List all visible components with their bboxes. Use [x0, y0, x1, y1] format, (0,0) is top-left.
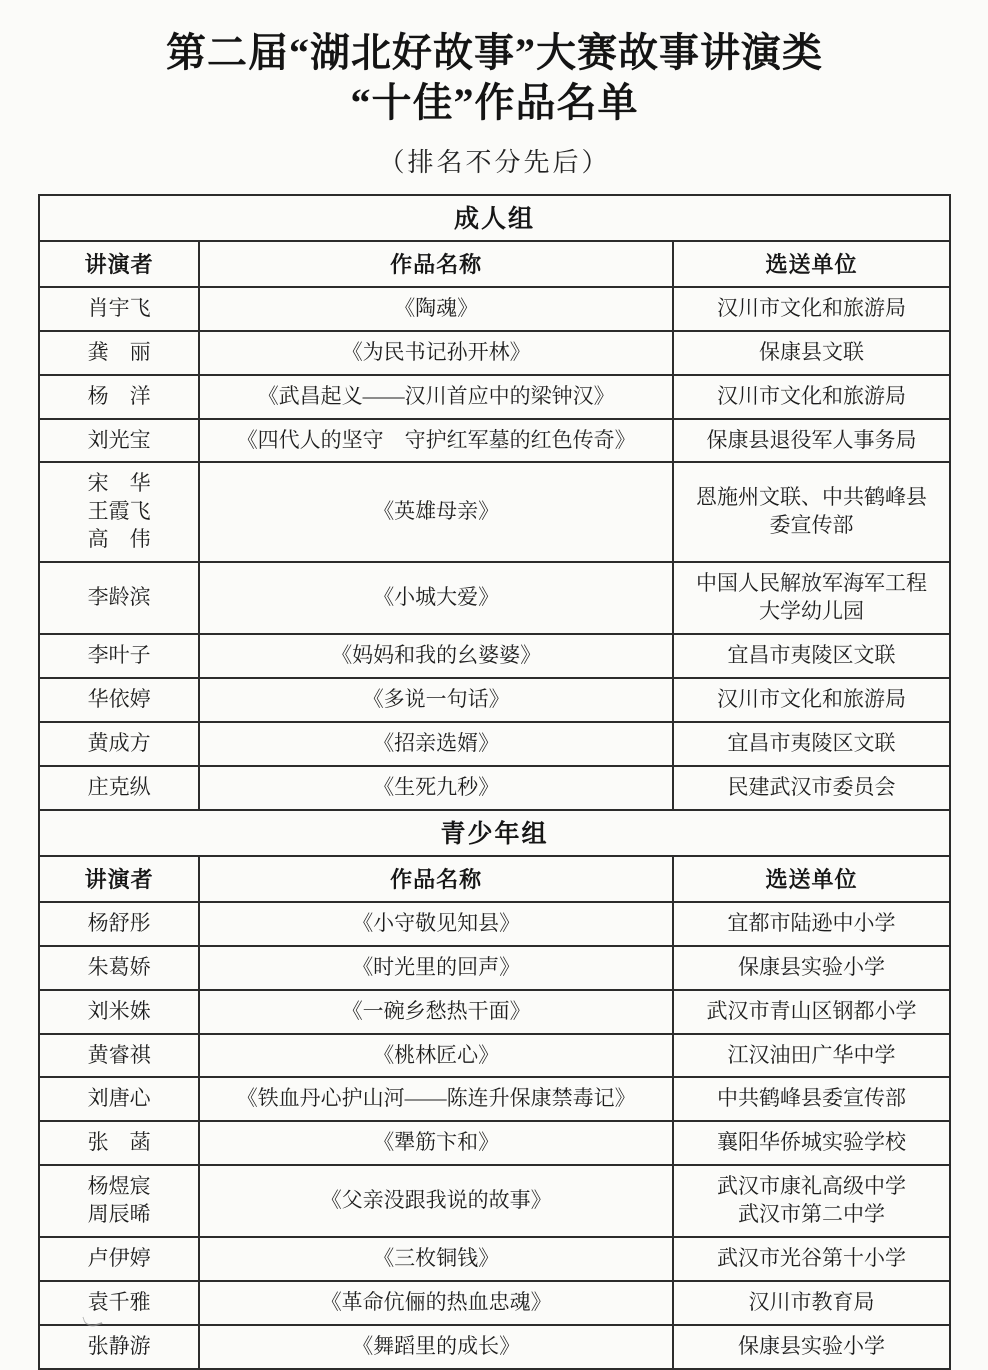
work-cell-line: 《陶魂》: [394, 295, 479, 320]
org-cell-line: 江汉油田广华中学: [727, 1042, 896, 1067]
speaker-cell-line: 杨煜宸: [87, 1174, 151, 1199]
org-cell-line: 武汉市第二中学: [738, 1202, 886, 1227]
org-cell-line: 保康县退役军人事务局: [706, 427, 917, 452]
work-cell: [199, 1325, 673, 1369]
speaker-cell-line: 李龄滨: [87, 585, 151, 610]
column-header-speaker: 讲演者: [39, 856, 199, 902]
work-cell-line: 《英雄母亲》: [373, 499, 500, 524]
speaker-cell-line: 张 菡: [87, 1130, 151, 1155]
table-row: [39, 419, 950, 463]
org-cell: [673, 678, 950, 722]
column-header-org: 选送单位: [673, 241, 950, 287]
speaker-cell-line: 刘米姝: [87, 998, 151, 1023]
work-cell-line: 《四代人的坚守 守护红军墓的红色传奇》: [236, 427, 636, 452]
speaker-cell: [39, 946, 199, 990]
speaker-cell: [39, 1034, 199, 1078]
work-cell-line: 《为民书记孙开林》: [341, 339, 531, 364]
table-row: [39, 678, 950, 722]
speaker-cell: [39, 287, 199, 331]
table-row: [39, 1077, 950, 1121]
speaker-cell: [39, 678, 199, 722]
work-cell: [199, 562, 673, 634]
work-cell: [199, 722, 673, 766]
org-cell: [673, 462, 950, 562]
table-row: [39, 562, 950, 634]
speaker-cell: [39, 1237, 199, 1281]
org-cell-line: 汉川市文化和旅游局: [717, 687, 907, 711]
speaker-cell-line: 卢伊婷: [87, 1246, 151, 1271]
work-cell-line: 《犟筋卞和》: [373, 1130, 500, 1155]
column-header-speaker: 讲演者: [39, 241, 199, 287]
speaker-cell-line: 袁千雅: [87, 1290, 151, 1315]
work-cell: [199, 375, 673, 419]
table-row: [39, 375, 950, 419]
org-cell-line: 宜都市陆逊中小学: [727, 910, 896, 935]
table-row: [39, 722, 950, 766]
speaker-cell-line: 龚 丽: [87, 339, 151, 364]
org-cell-line: 大学幼儿园: [759, 599, 865, 624]
speaker-cell: [39, 1121, 199, 1165]
table-row: [39, 462, 950, 562]
table-row: [39, 1281, 950, 1325]
org-cell-line: 宜昌市夷陵区文联: [727, 730, 896, 755]
speaker-cell-line: 宋 华: [87, 471, 151, 496]
table-row: [39, 902, 950, 946]
speaker-cell-line: 杨 洋: [87, 383, 151, 408]
org-cell: [673, 766, 950, 810]
work-cell: [199, 946, 673, 990]
speaker-cell: [39, 634, 199, 678]
speaker-cell: [39, 562, 199, 634]
org-cell: [673, 1281, 950, 1325]
work-cell: [199, 902, 673, 946]
work-cell-line: 《桃林匠心》: [373, 1042, 500, 1067]
org-cell: [673, 419, 950, 463]
org-cell: [673, 722, 950, 766]
group-header-row: [39, 195, 950, 241]
speaker-cell-line: 刘唐心: [87, 1086, 151, 1111]
table-row: [39, 1034, 950, 1078]
work-cell: [199, 1077, 673, 1121]
org-cell: [673, 1325, 950, 1369]
speaker-cell-line: 王霞飞: [87, 499, 151, 524]
column-header-work: 作品名称: [199, 856, 673, 902]
speaker-cell-line: 华依婷: [87, 687, 151, 711]
org-cell-line: 襄阳华侨城实验学校: [717, 1130, 907, 1155]
work-cell-line: 《铁血丹心护山河——陈连升保康禁毒记》: [236, 1086, 636, 1111]
org-cell-line: 民建武汉市委员会: [727, 774, 896, 799]
speaker-cell: [39, 1165, 199, 1237]
org-cell-line: 中共鹤峰县委宣传部: [717, 1086, 907, 1111]
speaker-cell: [39, 419, 199, 463]
work-cell: [199, 1165, 673, 1237]
speaker-cell-line: 高 伟: [87, 527, 151, 552]
speaker-cell: [39, 766, 199, 810]
column-header-row: [39, 241, 950, 287]
work-cell-line: 《舞蹈里的成长》: [352, 1333, 521, 1358]
speaker-cell: [39, 331, 199, 375]
work-cell-line: 《时光里的回声》: [352, 954, 521, 979]
awards-table: [38, 194, 951, 1370]
document-title: [38, 28, 951, 129]
org-cell-line: 汉川市文化和旅游局: [717, 295, 907, 320]
group-header-youth: 青少年组: [39, 810, 950, 856]
table-row: [39, 1165, 950, 1237]
work-cell-line: 《小城大爱》: [373, 585, 500, 610]
org-cell-line: 恩施州文联、中共鹤峰县: [696, 485, 928, 510]
work-cell: [199, 990, 673, 1034]
work-cell-line: 《三枚铜钱》: [373, 1246, 500, 1271]
work-cell: [199, 419, 673, 463]
work-cell-line: 《小守敬见知县》: [352, 910, 521, 935]
speaker-cell-line: 黄睿祺: [87, 1042, 151, 1067]
org-cell-line: 保康县实验小学: [738, 1333, 886, 1358]
speaker-cell: [39, 902, 199, 946]
column-header-work: 作品名称: [199, 241, 673, 287]
table-row: [39, 766, 950, 810]
org-cell-line: 委宣传部: [769, 513, 854, 538]
org-cell: [673, 562, 950, 634]
org-cell-line: 武汉市光谷第十小学: [717, 1246, 907, 1271]
speaker-cell-line: 张静游: [87, 1333, 151, 1358]
speaker-cell-line: 周辰晞: [87, 1202, 151, 1227]
org-cell: [673, 375, 950, 419]
work-cell: [199, 634, 673, 678]
column-header-org: 选送单位: [673, 856, 950, 902]
work-cell-line: 《革命伉俪的热血忠魂》: [320, 1290, 552, 1315]
table-row: [39, 1325, 950, 1369]
org-cell: [673, 287, 950, 331]
work-cell: [199, 1281, 673, 1325]
awards-table-body: [39, 195, 950, 1369]
work-cell: [199, 287, 673, 331]
work-cell-line: 《生死九秒》: [373, 774, 500, 799]
group-header-row: [39, 810, 950, 856]
document-title-line2: “十佳”作品名单: [350, 80, 639, 126]
table-row: [39, 946, 950, 990]
org-cell-line: 中国人民解放军海军工程: [696, 571, 928, 596]
speaker-cell: [39, 1281, 199, 1325]
speaker-cell-line: 李叶子: [87, 643, 151, 668]
work-cell-line: 《妈妈和我的幺婆婆》: [331, 643, 542, 668]
work-cell: [199, 1121, 673, 1165]
speaker-cell: [39, 375, 199, 419]
work-cell: [199, 462, 673, 562]
work-cell: [199, 766, 673, 810]
speaker-cell-line: 庄克纵: [87, 774, 151, 799]
work-cell: [199, 1034, 673, 1078]
table-row: [39, 990, 950, 1034]
org-cell: [673, 331, 950, 375]
org-cell: [673, 902, 950, 946]
org-cell-line: 武汉市青山区钢都小学: [706, 998, 917, 1023]
org-cell: [673, 990, 950, 1034]
speaker-cell-line: 刘光宝: [87, 427, 151, 452]
table-row: [39, 634, 950, 678]
speaker-cell: [39, 462, 199, 562]
org-cell: [673, 1121, 950, 1165]
table-row: [39, 1121, 950, 1165]
org-cell-line: 汉川市教育局: [748, 1290, 875, 1315]
speaker-cell-line: 杨舒彤: [87, 910, 151, 935]
work-cell: [199, 331, 673, 375]
work-cell: [199, 678, 673, 722]
speaker-cell-line: 肖宇飞: [87, 295, 151, 320]
speaker-cell: [39, 1325, 199, 1369]
speaker-cell: [39, 1077, 199, 1121]
speaker-cell: [39, 722, 199, 766]
work-cell-line: 《多说一句话》: [362, 687, 510, 711]
org-cell-line: 武汉市康礼高级中学: [717, 1174, 907, 1199]
table-row: [39, 287, 950, 331]
org-cell-line: 汉川市文化和旅游局: [717, 383, 907, 408]
speaker-cell-line: 朱葛娇: [87, 954, 151, 979]
work-cell-line: 《招亲选婿》: [373, 730, 500, 755]
group-header-adult: 成人组: [39, 195, 950, 241]
org-cell-line: 宜昌市夷陵区文联: [727, 643, 896, 668]
org-cell: [673, 1237, 950, 1281]
org-cell: [673, 946, 950, 990]
ranking-note: （排名不分先后）: [378, 147, 611, 177]
org-cell-line: 保康县文联: [759, 339, 865, 364]
work-cell: [199, 1237, 673, 1281]
org-cell: [673, 634, 950, 678]
table-row: [39, 1237, 950, 1281]
work-cell-line: 《武昌起义——汉川首应中的梁钟汉》: [257, 383, 615, 408]
org-cell: [673, 1165, 950, 1237]
work-cell-line: 《父亲没跟我说的故事》: [320, 1188, 552, 1213]
speaker-cell-line: 黄成方: [87, 730, 151, 755]
speaker-cell: [39, 990, 199, 1034]
org-cell: [673, 1034, 950, 1078]
table-row: [39, 331, 950, 375]
org-cell-line: 保康县实验小学: [738, 954, 886, 979]
document-title-line1: 第二届“湖北好故事”大赛故事讲演类: [166, 30, 823, 75]
column-header-row: [39, 856, 950, 902]
org-cell: [673, 1077, 950, 1121]
work-cell-line: 《一碗乡愁热干面》: [341, 998, 531, 1023]
